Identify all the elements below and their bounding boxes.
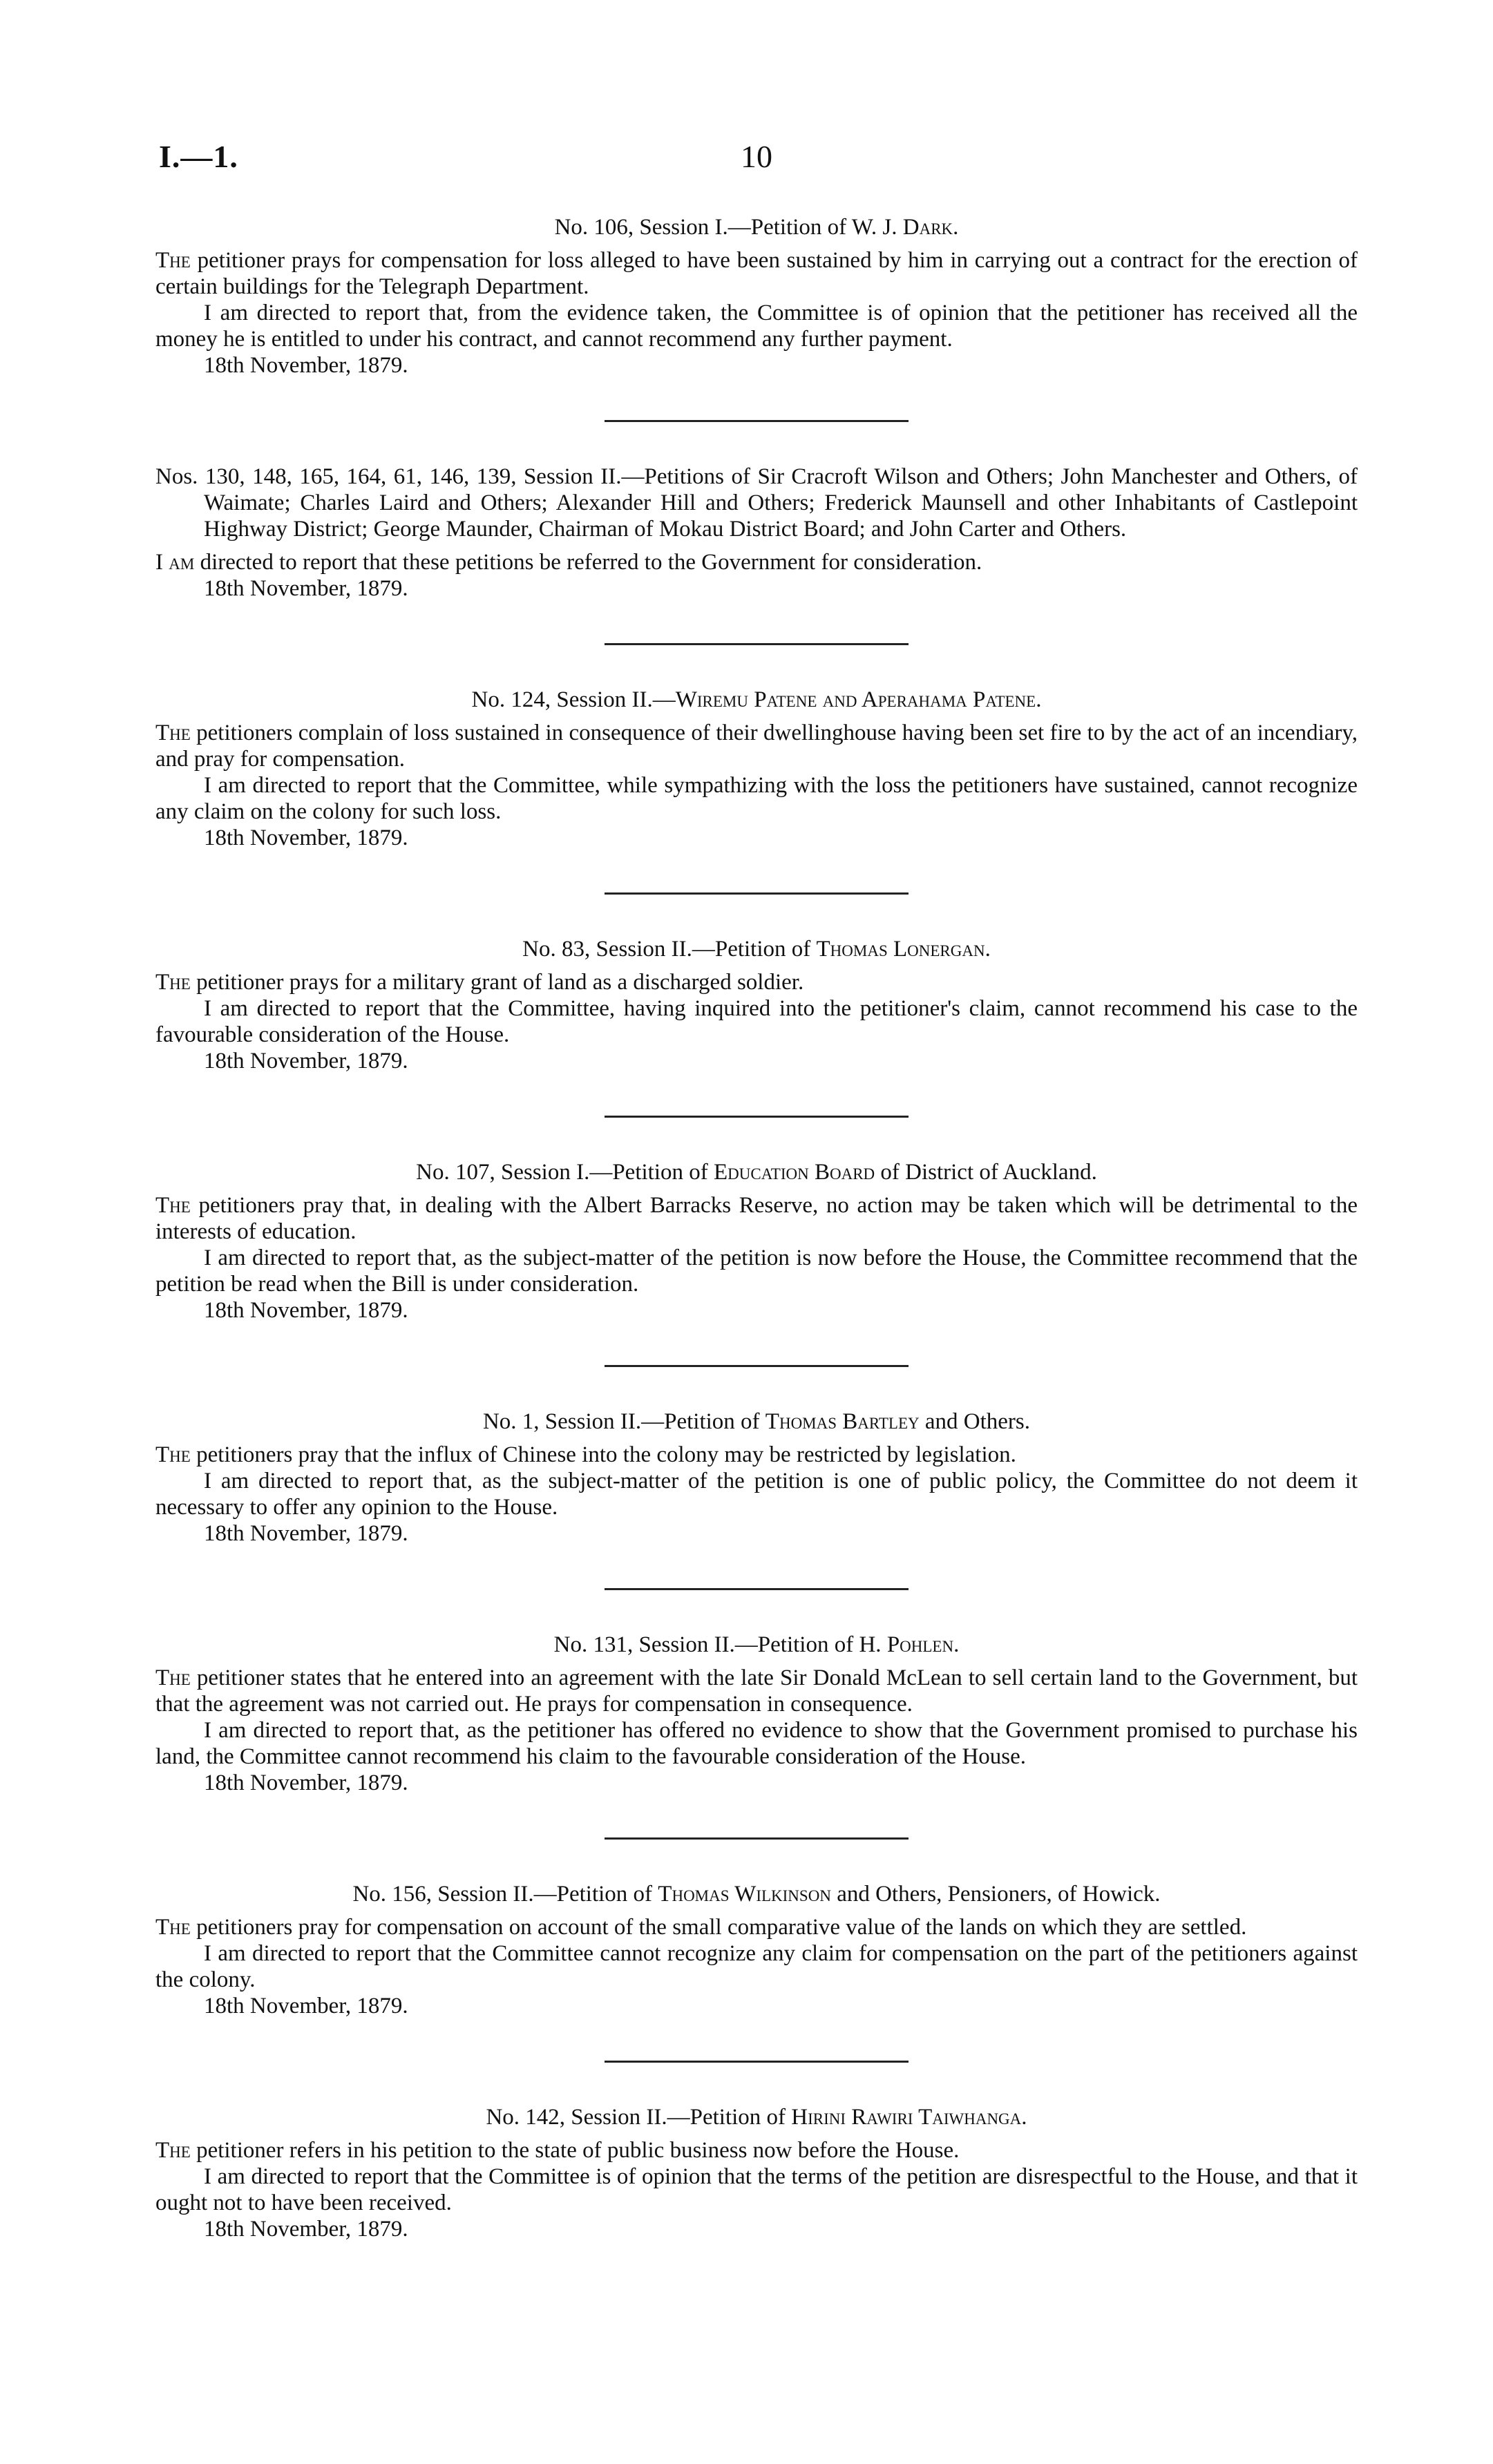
section-divider (605, 643, 909, 645)
committee-report: I am directed to report that, from the evidence taken, the Committee is of opinion that the petitioner has received all the money he is entitled to under his contract, and cannot recommend any further payment. (155, 300, 1358, 352)
petition-summary: The petitioner prays for a military grant of land as a discharged soldier. (155, 970, 804, 995)
petition-entry (155, 936, 1358, 1074)
report-date: 18th November, 1879. (204, 1521, 408, 1546)
page-number: 10 (741, 139, 772, 174)
report-date: 18th November, 1879. (204, 1049, 408, 1073)
committee-report: I am directed to report that, as the petitioner has offered no evidence to show that the Government promised to purchase his land, the Committee cannot recommend his claim to the favourable consideration of the House. (155, 1718, 1358, 1769)
petitioner-name: Hirini Rawiri Taiwhanga. (791, 2105, 1027, 2130)
petition-summary: The petitioner refers in his petition to the state of public business now before the House. (155, 2138, 960, 2163)
petition-entry (155, 1159, 1358, 1324)
committee-report: I am directed to report that these petitions be referred to the Government for consideration. (155, 550, 982, 575)
paper-reference-code: I.—1. (159, 139, 238, 174)
section-divider (605, 420, 909, 422)
report-date: 18th November, 1879. (204, 2217, 408, 2242)
section-divider (605, 1365, 909, 1367)
petition-entry (155, 1632, 1358, 1796)
petition-summary: The petitioner prays for compensation for loss alleged to have been sustained by him in carrying out a contract for the erection of certain buildings for the Telegraph Department. (155, 248, 1358, 299)
report-date: 18th November, 1879. (204, 1994, 408, 2018)
petition-heading: No. 124, Session II.—Wiremu Patene and Aperahama Patene. (471, 687, 1042, 712)
report-date: 18th November, 1879. (204, 1298, 408, 1323)
section-divider (605, 1837, 909, 1840)
petition-entry (155, 1881, 1358, 2019)
petitioner-name: Thomas Lonergan. (816, 937, 991, 962)
petition-summary: The petitioner states that he entered into an agreement with the late Sir Donald McLean to sell certain land to the Government, but that the agreement was not carried out. He prays for compensation in consequence. (155, 1665, 1358, 1717)
petition-heading: No. 83, Session II.—Petition of Thomas Lonergan. (522, 937, 991, 962)
petition-summary: The petitioners pray that, in dealing with the Albert Barracks Reserve, no action may be taken which will be detrimental to the interests of education. (155, 1193, 1358, 1244)
petition-heading: No. 107, Session I.—Petition of Education Board of District of Auckland. (416, 1160, 1097, 1185)
petitioner-name: Pohlen. (886, 1632, 960, 1657)
petitioner-name: Thomas Wilkinson (658, 1882, 831, 1907)
petition-entry (155, 687, 1358, 851)
report-date: 18th November, 1879. (204, 353, 408, 378)
petitioner-name: Thomas Bartley (765, 1409, 920, 1434)
petitioner-name: Dark. (902, 215, 959, 240)
petition-heading: Nos. 130, 148, 165, 164, 61, 146, 139, Session II.—Petitions of Sir Cracroft Wilson and Others; John Manchester and Others, of Waimate; Charles Laird and Others; Alexander Hill and Others; Frederick Maunsell and other Inhabitants of Castlepoint Highway District; George Maunder, Chairman of Mokau District Board; and John Carter and Others. (155, 464, 1358, 542)
petitioner-name: Education Board (714, 1160, 875, 1185)
petition-heading: No. 156, Session II.—Petition of Thomas Wilkinson and Others, Pensioners, of Howick. (352, 1882, 1161, 1907)
report-date: 18th November, 1879. (204, 825, 408, 850)
committee-report: I am directed to report that the Committee, having inquired into the petitioner's claim, cannot recommend his case to the favourable consideration of the House. (155, 996, 1358, 1047)
petition-entry (155, 214, 1358, 379)
section-divider (605, 1588, 909, 1590)
committee-report: I am directed to report that the Committee is of opinion that the terms of the petition are disrespectful to the House, and that it ought not to have been received. (155, 2164, 1358, 2215)
document-page (155, 138, 1358, 2242)
committee-report: I am directed to report that, as the subject-matter of the petition is one of public policy, the Committee do not deem it necessary to offer any opinion to the House. (155, 1469, 1358, 1520)
petition-entry (155, 1408, 1358, 1547)
petition-summary: The petitioners pray for compensation on account of the small comparative value of the lands on which they are settled. (155, 1915, 1247, 1940)
petition-entry (155, 464, 1358, 602)
section-divider (605, 892, 909, 895)
petition-summary: The petitioners pray that the influx of Chinese into the colony may be restricted by legislation. (155, 1442, 1016, 1467)
petition-summary: The petitioners complain of loss sustained in consequence of their dwellinghouse having been set fire to by the act of an incendiary, and pray for compensation. (155, 720, 1358, 772)
petitioner-name: Wiremu Patene and Aperahama Patene. (675, 687, 1042, 712)
committee-report: I am directed to report that the Committee cannot recognize any claim for compensation on the part of the petitioners against the colony. (155, 1941, 1358, 1992)
committee-report: I am directed to report that, as the subject-matter of the petition is now before the House, the Committee recommend that the petition be read when the Bill is under consideration. (155, 1245, 1358, 1297)
report-date: 18th November, 1879. (204, 1770, 408, 1795)
petition-heading: No. 131, Session II.—Petition of H. Pohlen. (553, 1632, 960, 1657)
petition-heading: No. 1, Session II.—Petition of Thomas Bartley and Others. (482, 1409, 1031, 1434)
section-divider (605, 2061, 909, 2063)
committee-report: I am directed to report that the Committee, while sympathizing with the loss the petitioners have sustained, cannot recognize any claim on the colony for such loss. (155, 773, 1358, 824)
petition-entry (155, 2104, 1358, 2242)
section-divider (605, 1116, 909, 1118)
report-date: 18th November, 1879. (204, 576, 408, 601)
petition-heading: No. 106, Session I.—Petition of W. J. Dark. (554, 215, 959, 240)
petition-heading: No. 142, Session II.—Petition of Hirini Rawiri Taiwhanga. (486, 2105, 1027, 2130)
running-header (155, 138, 1358, 187)
